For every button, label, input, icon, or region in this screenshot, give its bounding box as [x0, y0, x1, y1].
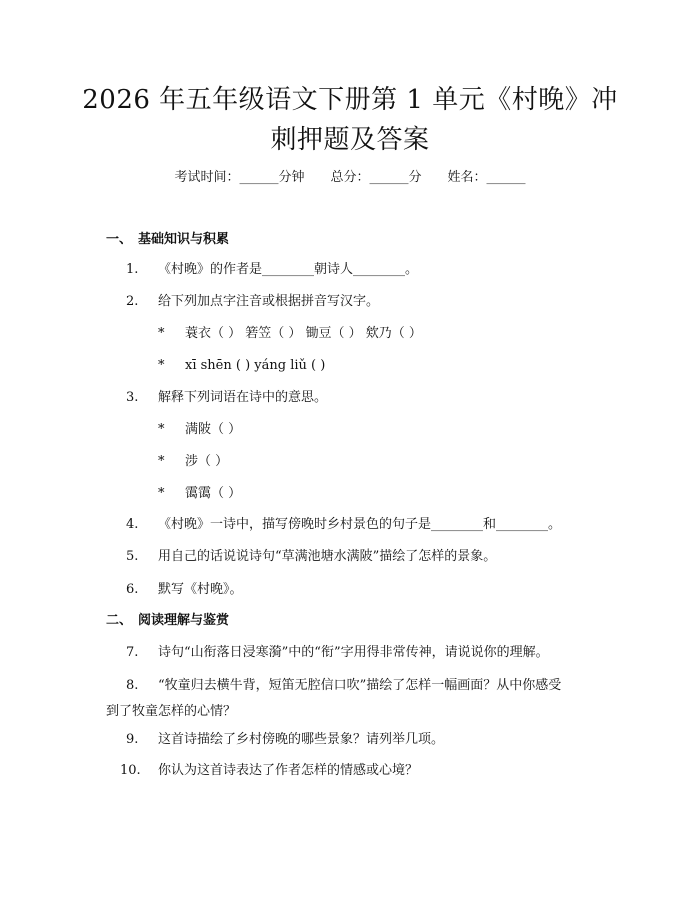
question-10 [120, 760, 610, 782]
question-text: 这首诗描绘了乡村傍晚的哪些景象？请列举几项。 [158, 732, 445, 747]
bullet: * [158, 454, 165, 469]
section-heading-2 [106, 611, 229, 631]
item-text: 霭霭（ ） [185, 486, 242, 501]
question-2-item-1 [158, 324, 422, 344]
item-text: 满陂（ ） [185, 422, 242, 437]
question-3-item-2 [158, 452, 228, 472]
question-number: 5. [126, 549, 139, 564]
question-text: 默写《村晚》。 [158, 582, 243, 597]
bullet: * [158, 358, 165, 373]
question-8 [106, 673, 616, 725]
item-text: 蓑衣（ ） 箬笠（ ） 锄豆（ ） 欸乃（ ） [185, 326, 422, 341]
question-text: “牧童归去横牛背，短笛无腔信口吹”描绘了怎样一幅画面？从中你感受 [158, 678, 562, 693]
question-9 [126, 729, 616, 751]
question-number: 1. [126, 262, 139, 277]
question-number: 3. [126, 390, 139, 405]
bullet: * [158, 326, 165, 341]
item-text: 涉（ ） [185, 454, 229, 469]
question-number: 9. [126, 732, 139, 747]
question-6 [126, 579, 616, 601]
item-text: xī shēn ( ) yáng liǔ ( ) [185, 358, 326, 373]
question-5 [126, 546, 616, 568]
question-2 [126, 291, 616, 313]
section-title: 阅读理解与鉴赏 [138, 613, 230, 628]
bullet: * [158, 422, 165, 437]
question-3-item-3 [158, 484, 241, 504]
section-number: 二、 [106, 613, 133, 628]
question-1 [126, 259, 616, 281]
section-number: 一、 [106, 232, 133, 247]
total-score: 总分：______分 [330, 170, 422, 185]
question-text: 用自己的话说说诗句“草满池塘水满陂”描绘了怎样的景象。 [158, 549, 497, 564]
question-text: 给下列加点字注音或根据拼音写汉字。 [158, 294, 380, 309]
question-number: 7. [126, 645, 139, 660]
question-3-item-1 [158, 420, 241, 440]
title-line-2: 刺押题及答案 [270, 125, 430, 155]
question-text: 《村晚》一诗中，描写傍晚时乡村景色的句子是________和________。 [158, 517, 562, 532]
question-3 [126, 387, 616, 409]
question-number: 8. [126, 678, 139, 693]
question-7 [126, 642, 616, 664]
question-number: 10. [120, 763, 141, 778]
exam-time: 考试时间：______分钟 [174, 170, 305, 185]
question-number: 4. [126, 517, 139, 532]
section-title: 基础知识与积累 [138, 232, 230, 247]
question-4 [126, 514, 616, 536]
student-name: 姓名：______ [447, 170, 526, 185]
question-2-item-2 [158, 356, 325, 376]
document-title [60, 80, 640, 160]
section-heading-1 [106, 230, 229, 250]
question-text: 解释下列词语在诗中的意思。 [158, 390, 328, 405]
question-text: 你认为这首诗表达了作者怎样的情感或心境？ [158, 763, 419, 778]
title-line-1: 2026 年五年级语文下册第 1 单元《村晚》冲 [82, 85, 618, 115]
exam-meta [0, 168, 700, 188]
bullet: * [158, 486, 165, 501]
question-text: 诗句“山衔落日浸寒漪”中的“衔”字用得非常传神，请说说你的理解。 [158, 645, 549, 660]
question-number: 6. [126, 582, 139, 597]
question-number: 2. [126, 294, 139, 309]
question-text-continued: 到了牧童怎样的心情？ [106, 704, 237, 719]
question-text: 《村晚》的作者是________朝诗人________。 [158, 262, 419, 277]
